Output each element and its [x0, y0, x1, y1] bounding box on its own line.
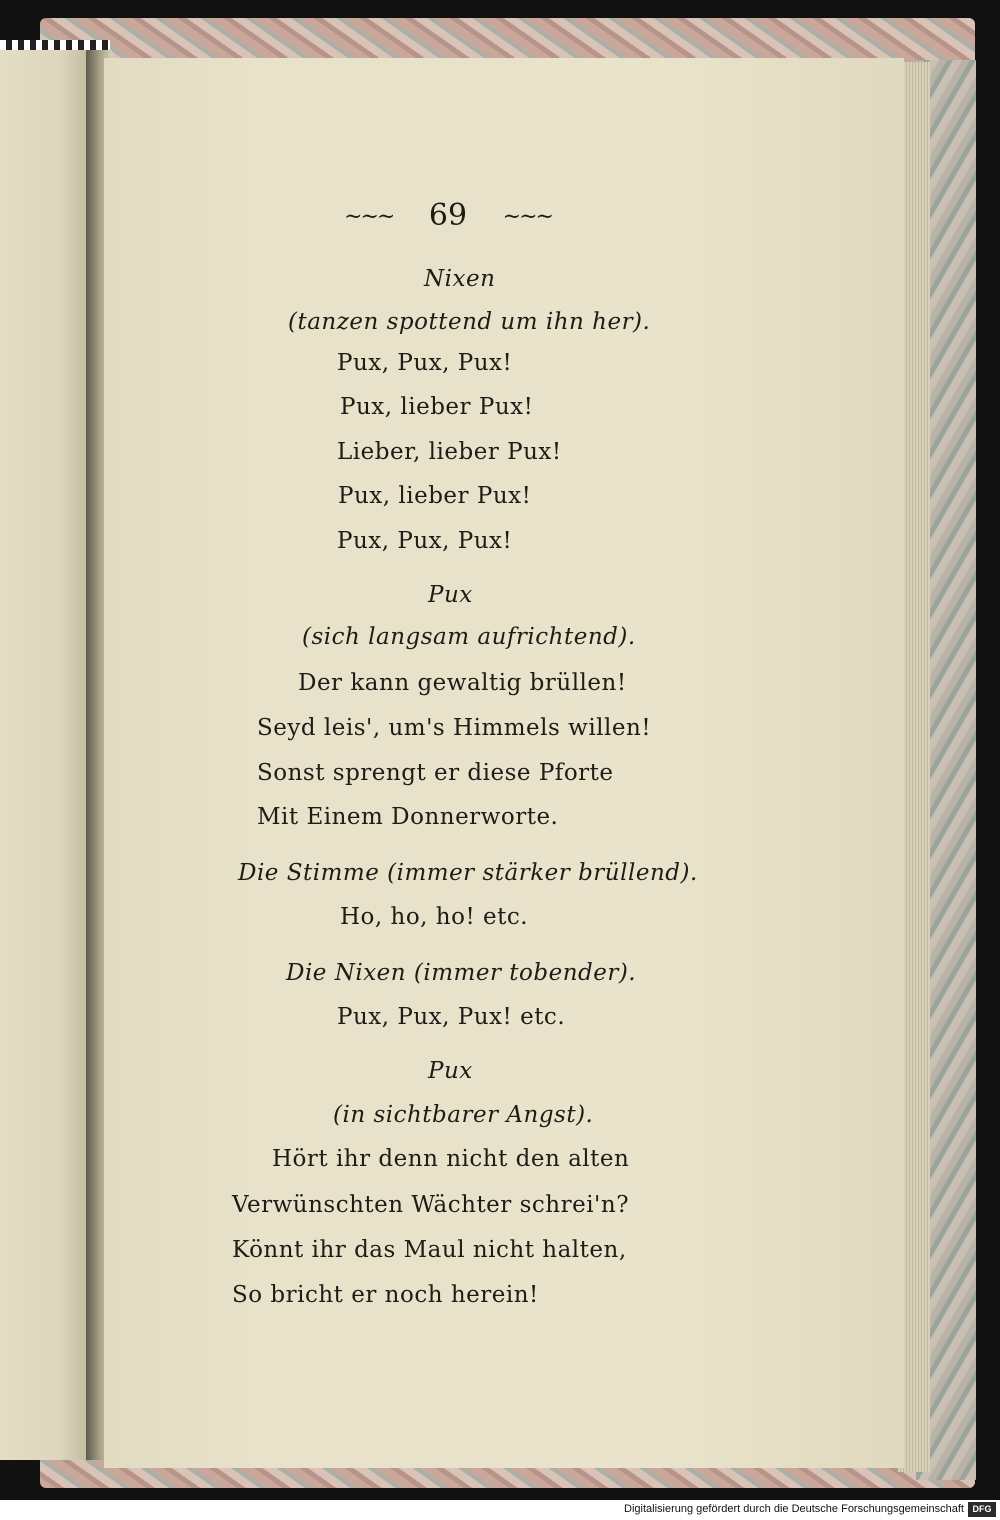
- verse-line: Ho, ho, ho! etc.: [340, 904, 529, 930]
- stage-direction: (sich langsam aufrichtend).: [302, 624, 636, 650]
- ornament-left-icon: ~~~: [344, 204, 394, 230]
- verse-line: Mit Einem Donnerworte.: [257, 804, 559, 830]
- page-number: 69: [428, 198, 468, 233]
- verse-line: Lieber, lieber Pux!: [337, 439, 562, 465]
- speaker-label: Pux: [428, 582, 473, 608]
- verse-line: Hört ihr denn nicht den alten: [272, 1146, 630, 1172]
- funding-credit: Digitalisierung gefördert durch die Deutsche Forschungsgemeinschaft: [624, 1503, 964, 1515]
- verse-line: Verwünschten Wächter schrei'n?: [232, 1192, 630, 1218]
- verse-line: Pux, Pux, Pux!: [337, 528, 513, 554]
- ornament-right-icon: ~~~: [502, 204, 552, 230]
- verse-line: Pux, Pux, Pux!: [337, 350, 513, 376]
- speaker-label: Nixen: [424, 266, 496, 292]
- verse-line: Seyd leis', um's Himmels willen!: [257, 715, 652, 741]
- stage-direction: (in sichtbarer Angst).: [333, 1102, 594, 1128]
- verse-line: Der kann gewaltig brüllen!: [298, 670, 627, 696]
- speaker-label: Pux: [428, 1058, 473, 1084]
- stage-direction: (tanzen spottend um ihn her).: [288, 309, 651, 335]
- speaker-label: Die Stimme (immer stärker brüllend).: [238, 860, 698, 886]
- verse-line: Pux, lieber Pux!: [340, 394, 534, 420]
- verse-line: Pux, Pux, Pux! etc.: [337, 1004, 566, 1030]
- verse-line: Könnt ihr das Maul nicht halten,: [232, 1237, 627, 1263]
- dfg-logo-icon: DFG: [968, 1502, 996, 1517]
- speaker-label: Die Nixen (immer tobender).: [286, 960, 637, 986]
- verse-line: So bricht er noch herein!: [232, 1282, 539, 1308]
- footer-bar: [0, 1500, 1000, 1520]
- verse-line: Sonst sprengt er diese Pforte: [257, 760, 614, 786]
- page-number-header: [340, 198, 556, 233]
- verse-line: Pux, lieber Pux!: [338, 483, 532, 509]
